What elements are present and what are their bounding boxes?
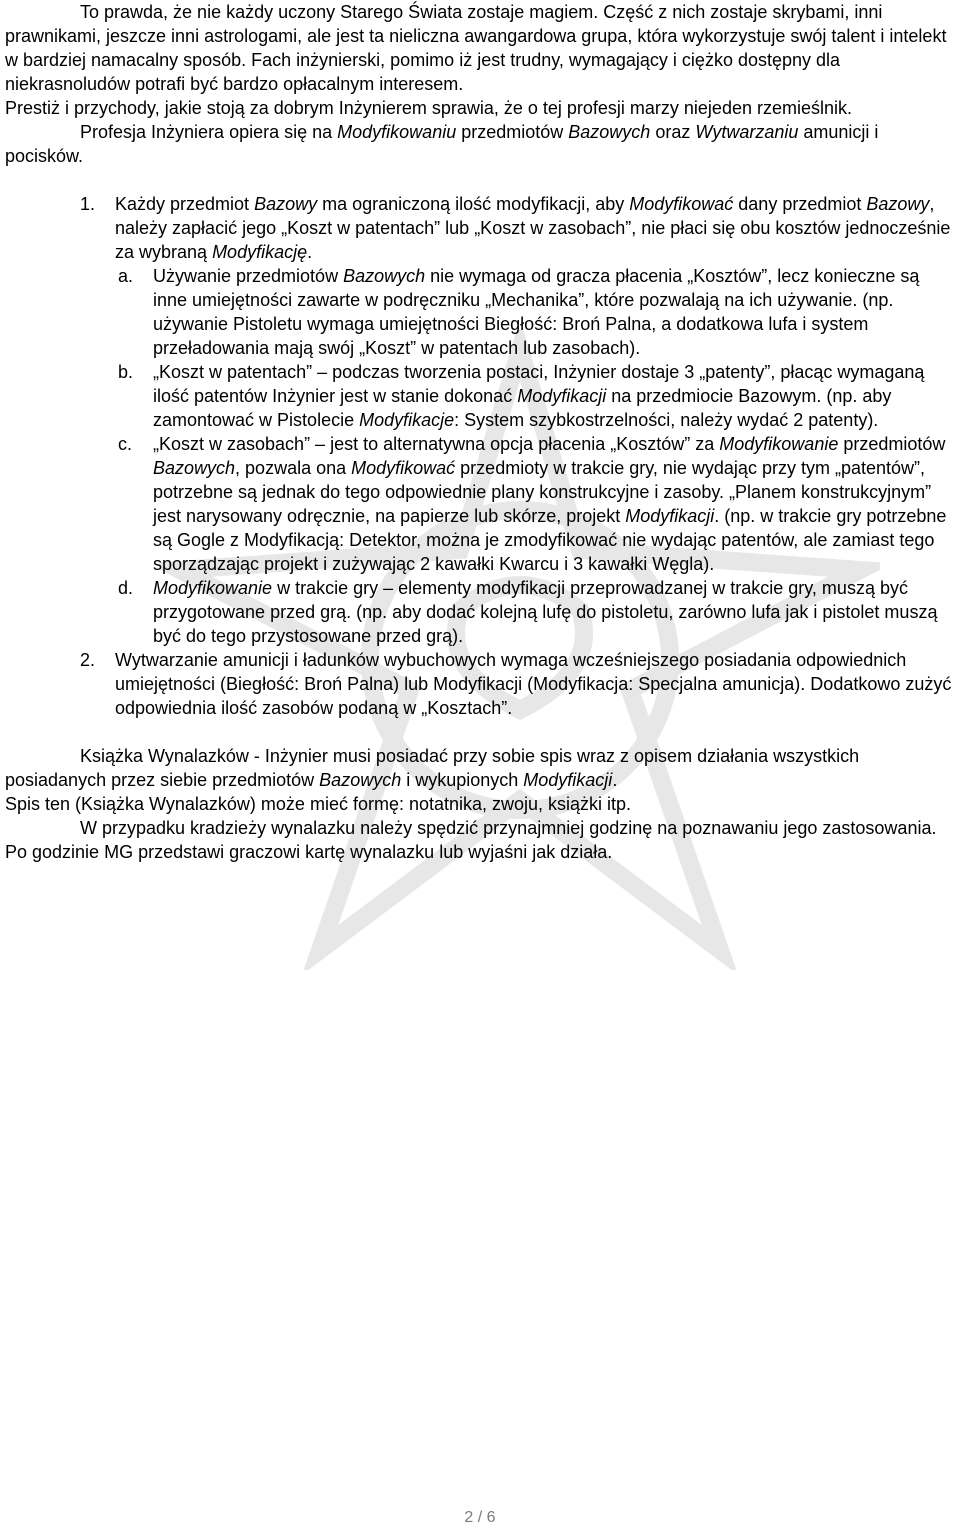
- list-letter: a.: [118, 266, 134, 286]
- page-number: 2 / 6: [464, 1509, 496, 1526]
- list-letter: b.: [118, 362, 134, 382]
- list-letter: c.: [118, 434, 133, 454]
- rules-list: [5, 192, 958, 720]
- list-item-1b: b. „Koszt w patentach” – podczas tworzenia postaci, Inżynier dostaje 3 „patenty”, płacąc wymaganą ilość patentów Inżynier jest w stanie dokonać Modyfikacji na przedmiocie Bazowym. (np. aby zamontować w Pistolecie Modyfikacje: System szybkostrzelności, należy wydać 2 patenty).: [118, 362, 925, 430]
- intro-paragraph-1: To prawda, że nie każdy uczony Starego Świata zostaje magiem. Część z nich zostaje skrybami, inni prawnikami, jeszcze inni astrologami, ale jest ta nieliczna awangardowa grupa, która wykorzystuje swój talent i intelekt w bardziej namacalny sposób. Fach inżynierski, pomimo iż jest trudny, wymagający i ciężko dostępny dla niekrasnoludów potrafi być bardzo opłacalnym interesem.: [5, 2, 947, 94]
- document-page: [5, 0, 958, 864]
- list-number: 2.: [80, 650, 96, 670]
- list-letter: d.: [118, 578, 134, 598]
- list-item-1c: c. „Koszt w zasobach” – jest to alternatywna opcja płacenia „Kosztów” za Modyfikowanie przedmiotów Bazowych, pozwala ona Modyfikować przedmioty w trakcie gry, nie wydając przy tym „patentów”, potrzebne są jednak do tego odpowiednie plany konstrukcyjne i zasoby. „Planem konstrukcyjnym” jest narysowany odręcznie, na papierze lub skórze, projekt Modyfikacji. (np. w trakcie gry potrzebne są Gogle z Modyfikacją: Detektor, można je zmodyfikować nie wydając patentów, ale zamiast tego sporządzając projekt i zużywając 2 kawałki Kwarcu i 3 kawałki Węgla).: [118, 434, 947, 574]
- list-number: 1.: [80, 194, 96, 214]
- intro-paragraph-3: Profesja Inżyniera opiera się na Modyfikowaniu przedmiotów Bazowych oraz Wytwarzaniu amunicji i pocisków.: [5, 122, 879, 166]
- intro-paragraph-2: Prestiż i przychody, jakie stoją za dobrym Inżynierem sprawia, że o tej profesji marzy niejeden rzemieślnik.: [5, 98, 852, 118]
- list-item-2: 2. Wytwarzanie amunicji i ładunków wybuchowych wymaga wcześniejszego posiadania odpowiednich umiejętności (Biegłość: Broń Palna) lub Modyfikacji (Modyfikacja: Specjalna amunicja). Dodatkowo zużyć odpowiednia ilość zasobów podaną w „Kosztach”.: [80, 650, 952, 718]
- outro-paragraph-1: Książka Wynalazków - Inżynier musi posiadać przy sobie spis wraz z opisem działania wszystkich posiadanych przez siebie przedmiotów Bazowych i wykupionych Modyfikacji.: [5, 746, 860, 790]
- outro-paragraph-2: Spis ten (Książka Wynalazków) może mieć formę: notatnika, zwoju, książki itp.: [5, 794, 632, 814]
- list-item-1d: d. Modyfikowanie w trakcie gry – elementy modyfikacji przeprowadzanej w trakcie gry, muszą być przygotowane przed grą. (np. aby dodać kolejną lufę do pistoletu, zarówno lufa jak i pistolet muszą być do tego przystosowane przed grą).: [118, 578, 938, 646]
- outro-paragraph-3: W przypadku kradzieży wynalazku należy spędzić przynajmniej godzinę na poznawaniu jego zastosowania. Po godzinie MG przedstawi graczowi kartę wynalazku lub wyjaśni jak działa.: [5, 818, 937, 862]
- list-item-1a: a. Używanie przedmiotów Bazowych nie wymaga od gracza płacenia „Kosztów”, lecz konieczne są inne umiejętności zawarte w podręczniku „Mechanika”, które pozwalają na ich używanie. (np. używanie Pistoletu wymaga umiejętności Biegłość: Broń Palna, a dodatkowa lufa i system przeładowania mają swój „Koszt” w patentach lub zasobach).: [118, 266, 920, 358]
- list-item-1: 1. Każdy przedmiot Bazowy ma ograniczoną ilość modyfikacji, aby Modyfikować dany przedmiot Bazowy, należy zapłacić jego „Koszt w patentach” lub „Koszt w zasobach”, nie płaci się obu kosztów jednocześnie za wybraną Modyfikację.: [80, 194, 951, 262]
